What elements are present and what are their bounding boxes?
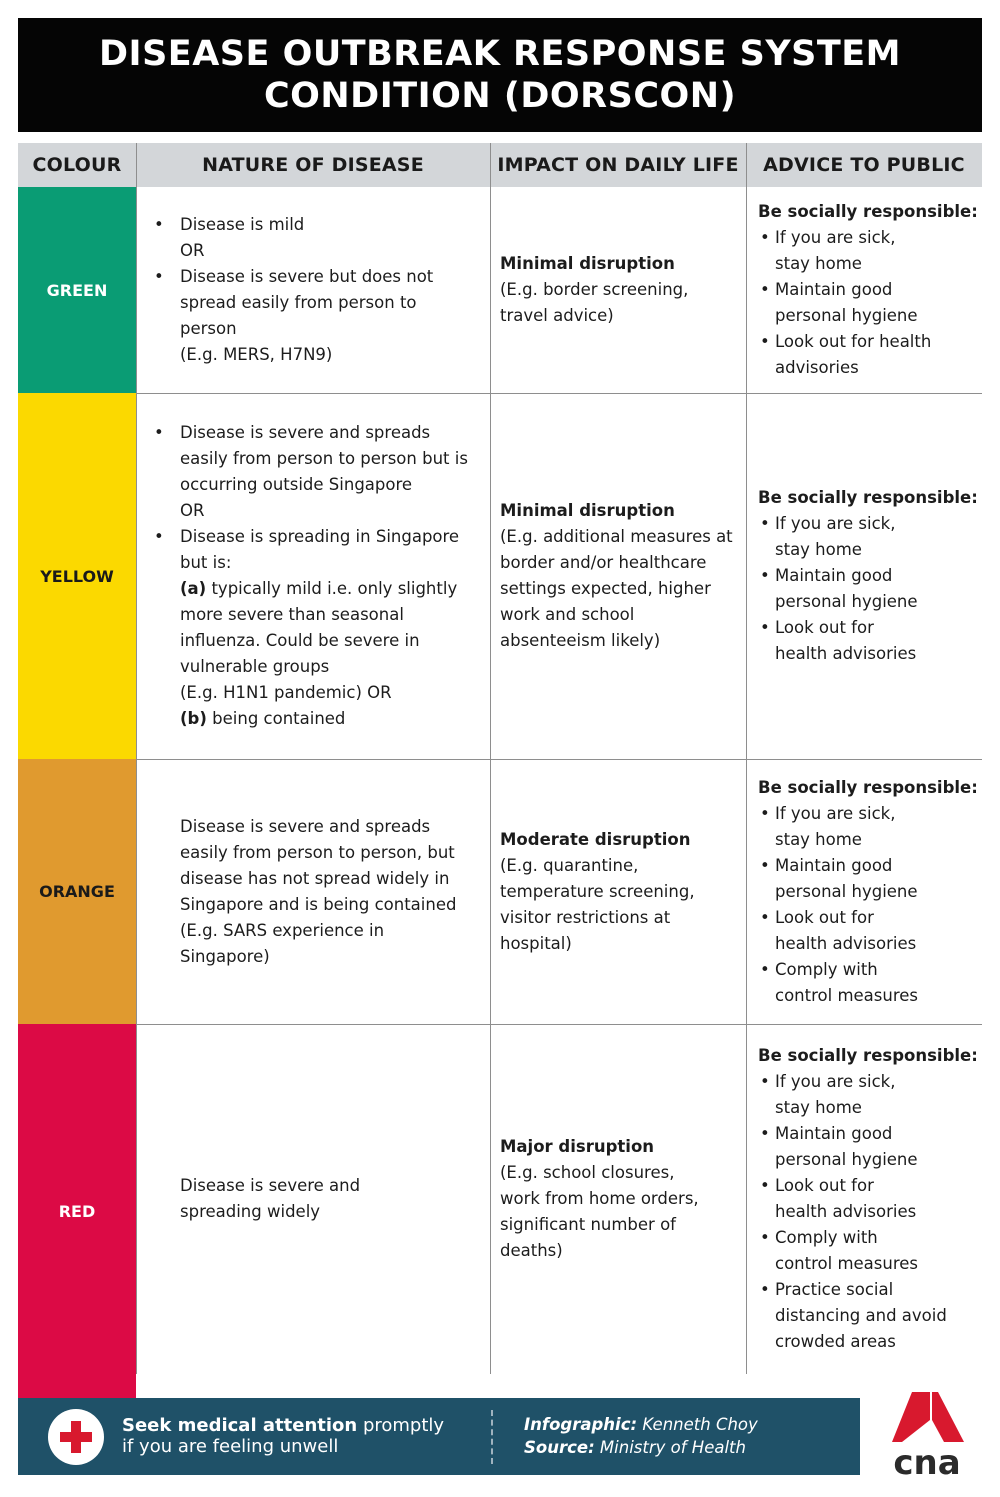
medical-cross-icon <box>48 1409 104 1465</box>
list-item: • Maintain good personal hygiene <box>758 277 928 329</box>
list-item: • Look out for health advisories <box>758 905 928 957</box>
sub-item-b <box>146 706 480 732</box>
list-item: • Maintain good personal hygiene <box>758 853 928 905</box>
green-impact-cell <box>490 187 746 393</box>
yellow-advice-cell <box>746 393 982 759</box>
colour-red: RED <box>18 1024 136 1398</box>
seek-rest: promptly <box>357 1415 445 1436</box>
list-item: • Look out for health advisories <box>758 1173 928 1225</box>
infographic-value: Kenneth Choy <box>637 1415 758 1434</box>
green-advice-cell <box>746 187 982 393</box>
list-item: • If you are sick, stay home <box>758 1069 908 1121</box>
advice-title: Be socially responsible: <box>758 1046 978 1065</box>
orange-nature-cell <box>136 759 490 1024</box>
list-item: • Look out for health advisories <box>758 615 928 667</box>
list-item: • Comply with control measures <box>758 957 928 1009</box>
or-text: OR <box>180 501 205 520</box>
list-item: • Comply with control measures <box>758 1225 928 1277</box>
list-item: • If you are sick, stay home <box>758 511 908 563</box>
sub-item-a <box>146 576 466 680</box>
nature-text: Disease is severe and spreading widely <box>180 1176 361 1221</box>
list-item: • Disease is severe and spreads easily from person to person but is occurring outside Singapore <box>146 420 480 498</box>
list-item: • If you are sick, stay home <box>758 225 908 277</box>
example-text: (E.g. MERS, H7N9) <box>180 345 333 364</box>
impact-detail: (E.g. additional measures at border and/or healthcare settings expected, higher work and school absenteeism likely) <box>500 527 733 650</box>
seek-medical-message <box>122 1415 444 1457</box>
cna-logo <box>882 1390 972 1480</box>
red-impact-cell <box>490 1024 746 1374</box>
infographic-label: Infographic: <box>524 1415 638 1434</box>
sub-item-a-text: typically mild i.e. only slightly more severe than seasonal influenza. Could be severe in vulnerable groups <box>180 579 458 676</box>
orange-impact-cell <box>490 759 746 1024</box>
advice-title: Be socially responsible: <box>758 202 978 221</box>
dorscon-table <box>18 143 982 1398</box>
colour-orange: ORANGE <box>18 759 136 1024</box>
source-label: Source: <box>524 1438 595 1457</box>
sub-item-b-label: (b) <box>180 709 207 728</box>
footer-banner <box>18 1398 860 1475</box>
advice-title: Be socially responsible: <box>758 488 978 507</box>
or-text: OR <box>180 241 205 260</box>
page-title <box>18 18 982 132</box>
impact-detail: (E.g. school closures, work from home orders, significant number of deaths) <box>500 1163 699 1260</box>
impact-title: Moderate disruption <box>500 829 691 849</box>
list-item: • Disease is severe but does not spread easily from person to person <box>146 264 446 342</box>
header-impact: IMPACT ON DAILY LIFE <box>497 154 739 176</box>
list-item: • Disease is mild <box>146 212 446 238</box>
green-nature-cell <box>136 187 490 393</box>
example-text: (E.g. H1N1 pandemic) OR <box>180 683 392 702</box>
footer-divider <box>491 1410 493 1464</box>
list-item: • Look out for health advisories <box>758 329 963 381</box>
advice-title: Be socially responsible: <box>758 777 978 797</box>
impact-detail: (E.g. quarantine, temperature screening, visitor restrictions at hospital) <box>500 855 695 953</box>
seek-bold: Seek medical attention <box>122 1415 358 1436</box>
header-advice: ADVICE TO PUBLIC <box>763 154 965 176</box>
impact-title: Minimal disruption <box>500 501 675 520</box>
colour-yellow: YELLOW <box>18 393 136 759</box>
nature-text: Disease is severe and spreads easily from person to person, but disease has not spread widely in Singapore and is being contained <box>180 816 457 914</box>
cna-logo-text: cna <box>893 1443 961 1480</box>
sub-item-a-label: (a) <box>180 579 207 598</box>
red-nature-cell <box>136 1024 490 1374</box>
impact-title: Minimal disruption <box>500 254 675 273</box>
header-nature: NATURE OF DISEASE <box>202 154 424 176</box>
list-item: • Disease is spreading in Singapore but is: <box>146 524 476 576</box>
sub-item-b-text: being contained <box>206 709 346 728</box>
list-item: • Practice social distancing and avoid crowded areas <box>758 1277 963 1355</box>
orange-advice-cell <box>746 759 982 1024</box>
header-colour: COLOUR <box>32 154 122 176</box>
red-advice-cell <box>746 1024 982 1374</box>
title-line-2: CONDITION (DORSCON) <box>263 76 737 116</box>
yellow-nature-cell <box>136 393 490 759</box>
list-item: • Maintain good personal hygiene <box>758 563 928 615</box>
title-line-1: DISEASE OUTBREAK RESPONSE SYSTEM <box>99 34 901 74</box>
colour-green: GREEN <box>18 187 136 393</box>
list-item: • If you are sick, stay home <box>758 801 908 853</box>
impact-title: Major disruption <box>500 1137 655 1156</box>
credits <box>524 1413 758 1459</box>
example-text: (E.g. SARS experience in Singapore) <box>180 920 385 966</box>
source-value: Ministry of Health <box>594 1438 746 1457</box>
yellow-impact-cell <box>490 393 746 759</box>
list-item: • Maintain good personal hygiene <box>758 1121 928 1173</box>
seek-line-2: if you are feeling unwell <box>122 1436 339 1457</box>
impact-detail: (E.g. border screening, travel advice) <box>500 280 689 325</box>
